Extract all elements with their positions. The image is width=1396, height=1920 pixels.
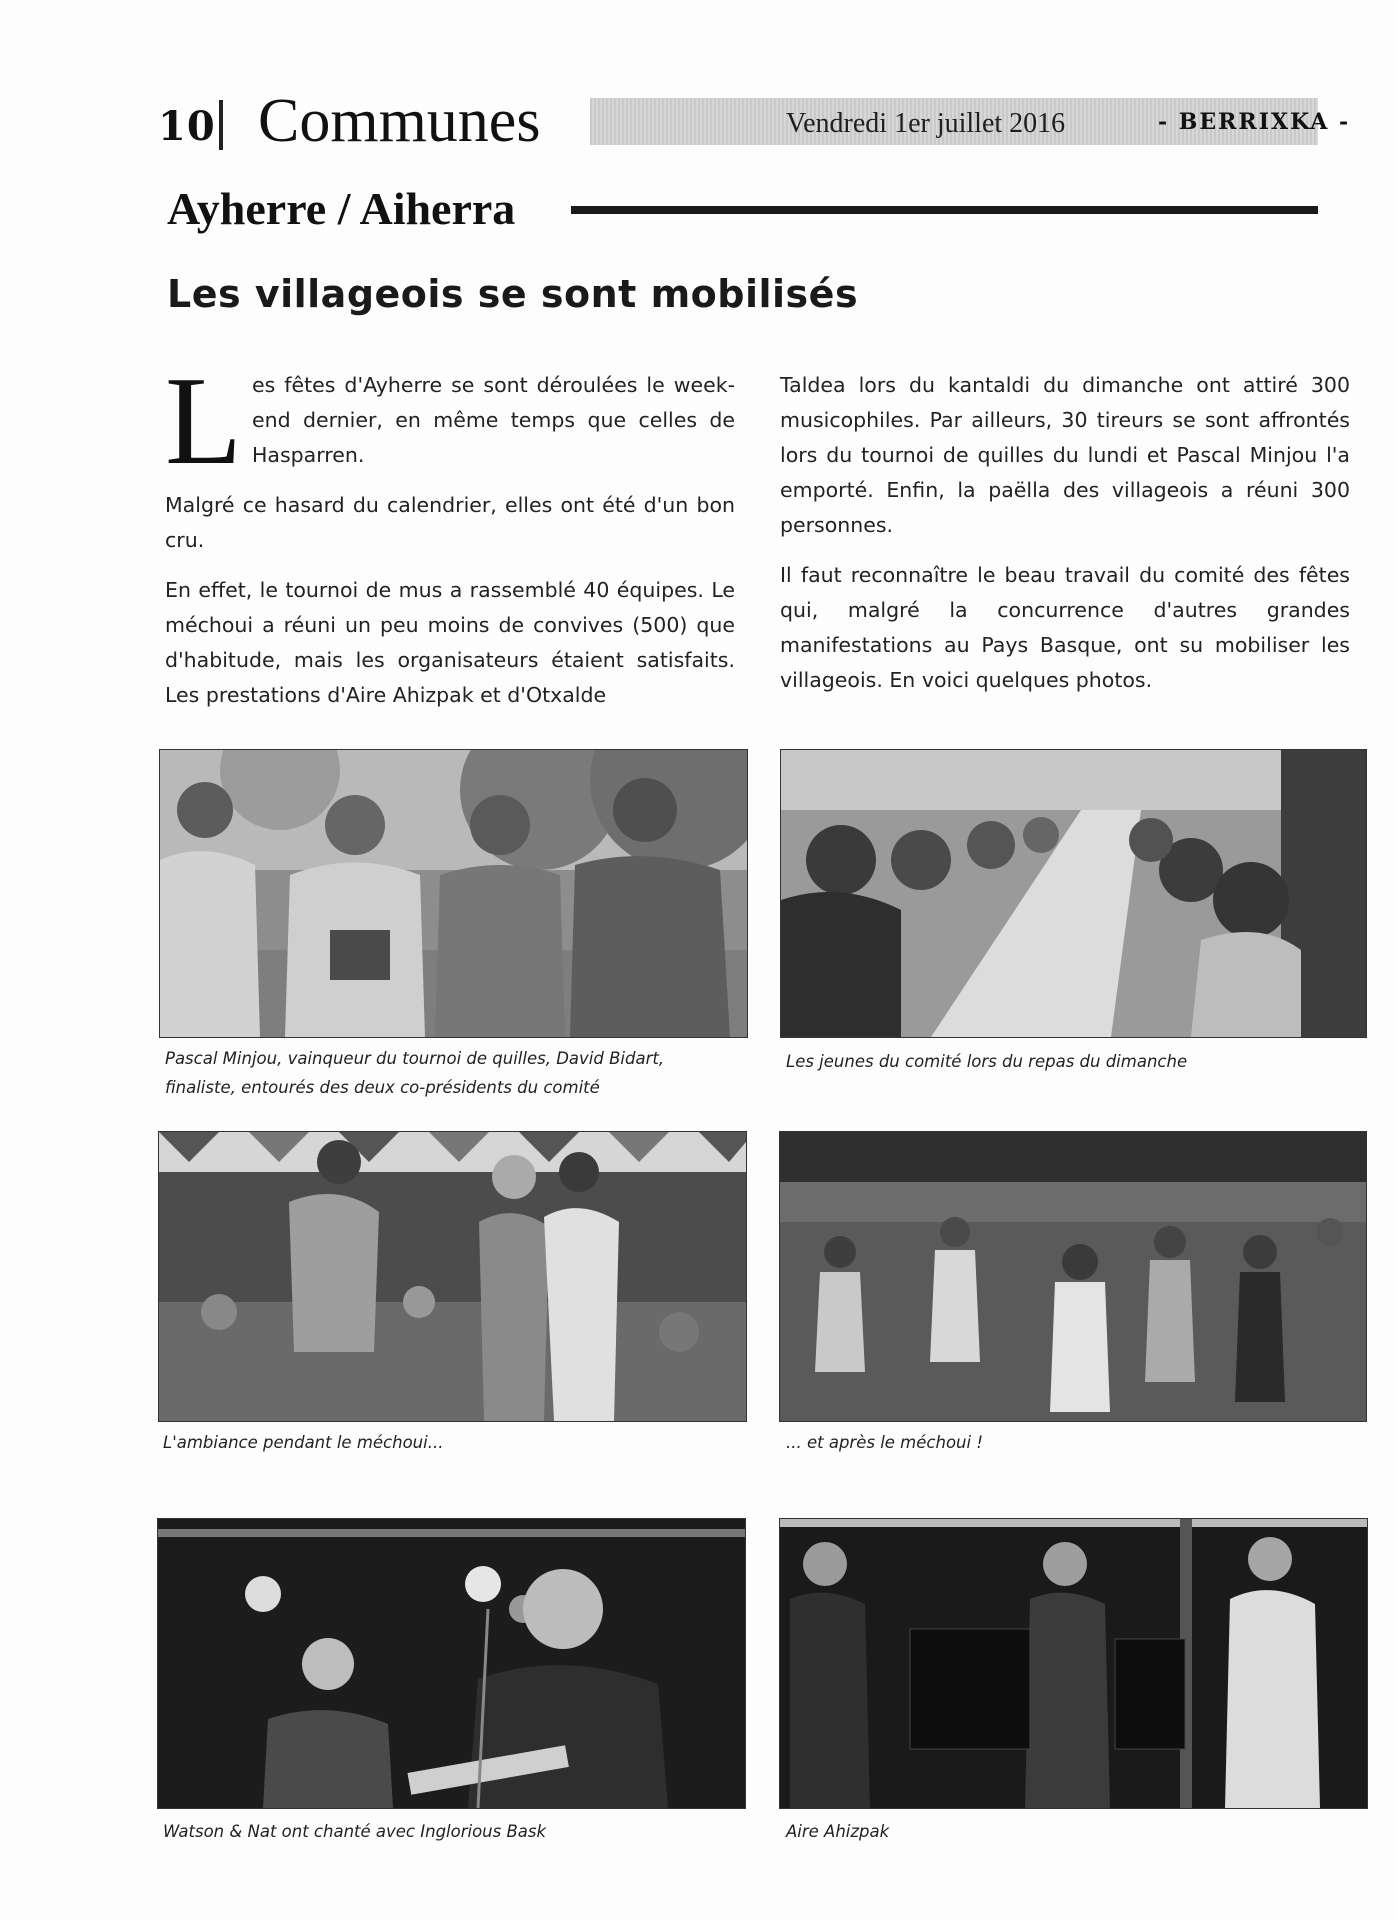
photo-caption: Pascal Minjou, vainqueur du tournoi de quilles, David Bidart, finaliste, entourés des deux co-présidents du comité xyxy=(165,1049,665,1097)
article-paragraph: Taldea lors du kantaldi du dimanche ont attiré 300 musicophiles. Par ailleurs, 30 tireurs se sont affrontés lors du tournoi de quilles du lundi et Pascal Minjou l'a emporté. Enfin, la paëlla des villageois a réuni 300 personnes. xyxy=(780,373,1350,537)
photo-apres-mechoui xyxy=(779,1131,1367,1422)
photo-quilles-winners xyxy=(159,749,748,1038)
issue-date: Vendredi 1er juillet 2016 xyxy=(786,108,1066,139)
town-rule xyxy=(571,206,1318,214)
article-column-left xyxy=(165,352,735,713)
photo-inglorious-bask xyxy=(157,1518,746,1809)
photo-aire-ahizpak xyxy=(779,1518,1368,1809)
photo-caption: Aire Ahizpak xyxy=(786,1822,890,1841)
section-title: Communes xyxy=(258,87,541,155)
photo-ambiance-mechoui xyxy=(158,1131,747,1422)
article-paragraph: Les fêtes d'Ayherre se sont déroulées le week-end dernier, en même temps que celles de Hasparren. xyxy=(165,352,735,491)
publication-name: - BERRIXKA - xyxy=(1158,109,1351,135)
drop-cap: L xyxy=(165,352,242,491)
article-paragraph: Il faut reconnaître le beau travail du comité des fêtes qui, malgré la concurrence d'autres grandes manifestations au Pays Basque, ont su mobiliser les villageois. En voici quelques photos. xyxy=(780,563,1350,692)
photo-caption: Les jeunes du comité lors du repas du dimanche xyxy=(786,1052,1188,1071)
page-number: 10 xyxy=(158,103,216,150)
article-column-right xyxy=(780,368,1350,698)
photo-caption: L'ambiance pendant le méchoui... xyxy=(163,1433,444,1452)
article-headline: Les villageois se sont mobilisés xyxy=(167,272,859,316)
town-title: Ayherre / Aiherra xyxy=(167,183,516,234)
photo-comite-repas xyxy=(780,749,1367,1038)
photo-caption: Watson & Nat ont chanté avec Inglorious Bask xyxy=(163,1822,547,1841)
page-number-divider xyxy=(219,100,223,150)
photo-caption: ... et après le méchoui ! xyxy=(786,1433,983,1452)
article-paragraph: Malgré ce hasard du calendrier, elles ont été d'un bon cru. xyxy=(165,493,735,552)
article-paragraph: En effet, le tournoi de mus a rassemblé 40 équipes. Le méchoui a réuni un peu moins de convives (500) que d'habitude, mais les organisateurs étaient satisfaits. Les prestations d'Aire Ahizpak et d'Otxalde xyxy=(165,578,735,707)
